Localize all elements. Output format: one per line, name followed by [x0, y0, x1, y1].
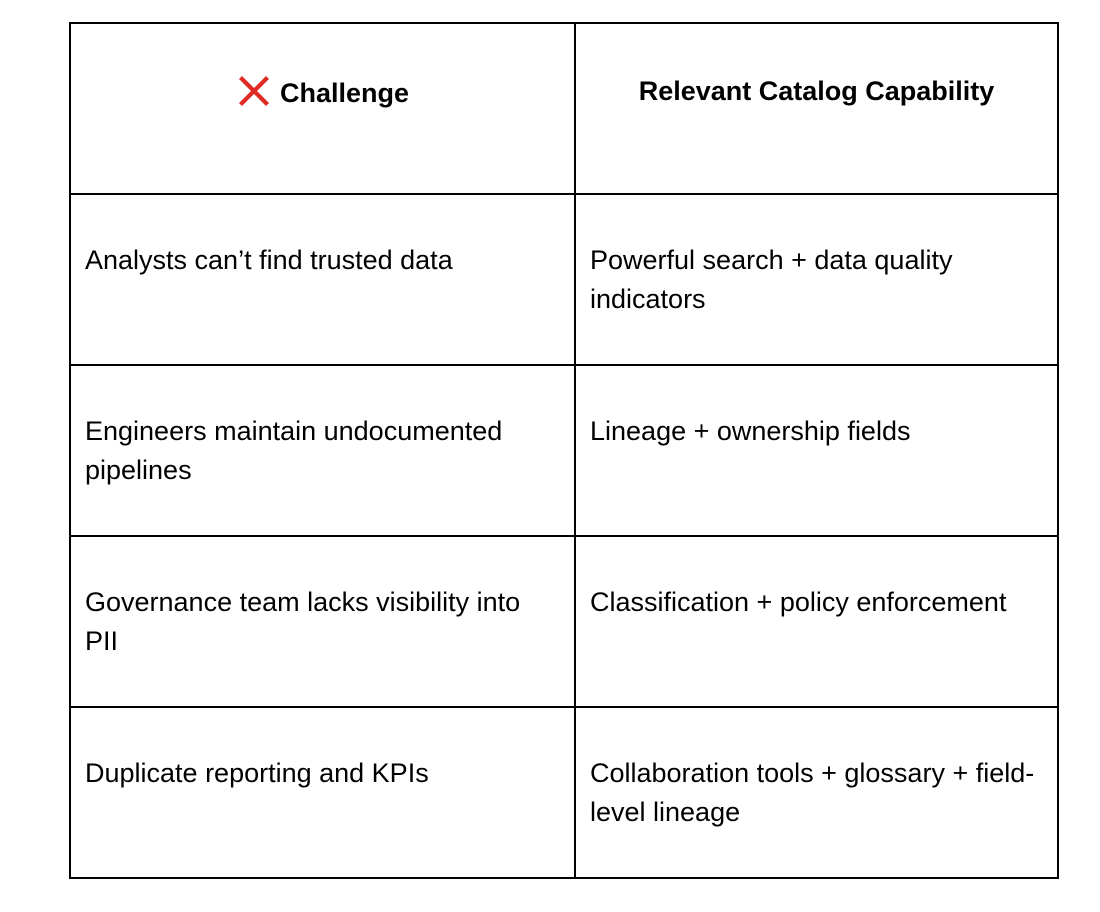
- challenge-cell: Governance team lacks visibility into PII: [70, 536, 575, 707]
- cross-mark-icon: [236, 72, 272, 108]
- capability-column-header: [575, 23, 1058, 194]
- table-row: [70, 536, 1058, 707]
- challenge-cell: Analysts can’t find trusted data: [70, 194, 575, 365]
- comparison-table-container: [69, 22, 1057, 882]
- capability-cell: Lineage + ownership fields: [575, 365, 1058, 536]
- table-row: [70, 194, 1058, 365]
- challenge-column-header: [70, 23, 575, 194]
- capability-cell: Powerful search + data quality indicators: [575, 194, 1058, 365]
- challenge-cell: Duplicate reporting and KPIs: [70, 707, 575, 878]
- challenge-header-label: Challenge: [279, 78, 410, 108]
- capability-cell: Collaboration tools + glossary + field-level lineage: [575, 707, 1058, 878]
- table-row: [70, 365, 1058, 536]
- capability-cell: Classification + policy enforcement: [575, 536, 1058, 707]
- challenge-capability-table: [69, 22, 1059, 879]
- table-header-row: [70, 23, 1058, 194]
- table-row: [70, 707, 1058, 878]
- capability-header-label: Relevant Catalog Capability: [638, 76, 995, 106]
- challenge-cell: Engineers maintain undocumented pipelines: [70, 365, 575, 536]
